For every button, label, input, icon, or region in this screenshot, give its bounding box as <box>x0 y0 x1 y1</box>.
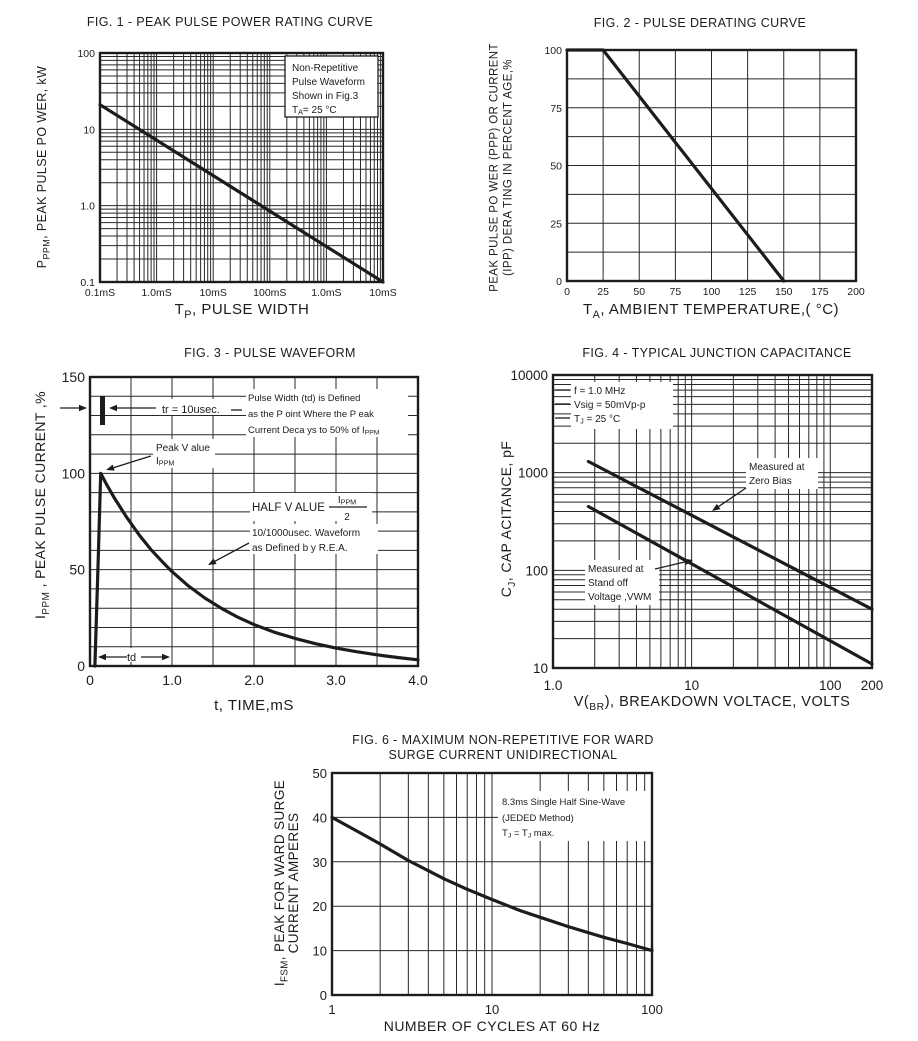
svg-text:0: 0 <box>86 672 94 688</box>
svg-text:100: 100 <box>819 678 842 693</box>
svg-text:1: 1 <box>328 1002 336 1017</box>
fig4-title: FIG. 4 - TYPICAL JUNCTION CAPACITANCE <box>582 346 852 360</box>
fig6-title-line1: FIG. 6 - MAXIMUM NON-REPETITIVE FOR WARD <box>352 733 654 747</box>
svg-text:Current Deca ys to 50% of IPP: Current Deca ys to 50% of IPPM <box>248 425 380 437</box>
svg-text:8.3ms Single Half Sine-Wave: 8.3ms Single Half Sine-Wave <box>502 797 626 808</box>
svg-text:Non-Repetitive: Non-Repetitive <box>292 63 359 74</box>
svg-text:Stand off: Stand off <box>588 578 628 589</box>
fig6-y-axis-label-line2: CURRENT AMPERES <box>286 812 301 954</box>
svg-text:4.0: 4.0 <box>408 672 428 688</box>
svg-text:125: 125 <box>738 286 757 298</box>
fig4-x-axis-label: $V(_{BR})$, BREAKDOWN VOLTACE, VOLTS <box>573 694 851 713</box>
svg-text:10: 10 <box>684 678 700 693</box>
svg-text:Voltage ,VWM: Voltage ,VWM <box>588 592 652 603</box>
fig3-pulse-waveform-chart <box>0 340 459 730</box>
svg-text:40: 40 <box>312 810 327 826</box>
svg-text:tr = 10usec.: tr = 10usec. <box>162 404 220 416</box>
svg-text:75: 75 <box>669 286 682 298</box>
svg-text:100: 100 <box>702 286 721 298</box>
svg-text:10: 10 <box>312 943 327 959</box>
svg-text:1.0: 1.0 <box>543 678 563 693</box>
svg-text:Pulse Waveform: Pulse Waveform <box>292 77 365 88</box>
svg-text:0.1mS: 0.1mS <box>84 287 116 299</box>
svg-text:1.0mS: 1.0mS <box>141 287 172 299</box>
svg-text:10/1000usec. Waveform: 10/1000usec. Waveform <box>252 528 361 539</box>
svg-text:Measured at: Measured at <box>588 564 644 575</box>
svg-text:TJ = TJ max.: TJ = TJ max. <box>502 828 555 840</box>
svg-text:2.0: 2.0 <box>244 672 264 688</box>
svg-text:TJ = 25 °C: TJ = 25 °C <box>574 414 621 426</box>
svg-text:0: 0 <box>564 286 570 298</box>
svg-text:10: 10 <box>532 661 548 676</box>
svg-text:50: 50 <box>69 561 85 578</box>
svg-text:2: 2 <box>344 512 350 523</box>
svg-text:0.1: 0.1 <box>80 277 95 289</box>
svg-text:Vsig = 50mVp-p: Vsig = 50mVp-p <box>574 400 646 411</box>
svg-text:0: 0 <box>556 276 562 288</box>
svg-text:175: 175 <box>811 286 829 298</box>
fig2-pulse-derating-chart <box>459 0 918 336</box>
svg-text:Peak V alue: Peak V alue <box>156 443 210 454</box>
fig1-x-axis-label: $T_P$, PULSE WIDTH <box>174 301 310 321</box>
svg-text:50: 50 <box>550 160 562 173</box>
svg-text:1.0mS: 1.0mS <box>311 287 342 299</box>
fig4-y-axis-label: $C_J$, CAP ACITANCE, pF <box>498 440 518 598</box>
svg-text:10mS: 10mS <box>199 287 227 299</box>
svg-text:IPPM: IPPM <box>337 495 357 507</box>
svg-text:100: 100 <box>77 48 95 60</box>
fig6-x-axis-label: NUMBER OF CYCLES AT 60 Hz <box>383 1018 601 1034</box>
fig4-junction-capacitance-chart <box>459 340 918 730</box>
svg-text:Zero Bias: Zero Bias <box>749 476 792 487</box>
svg-text:10000: 10000 <box>510 368 548 383</box>
svg-text:1.0: 1.0 <box>162 672 182 688</box>
svg-text:TA= 25 °C: TA= 25 °C <box>292 105 337 117</box>
svg-text:Measured at: Measured at <box>749 462 805 473</box>
svg-text:HALF V ALUE: HALF V ALUE <box>252 502 325 514</box>
svg-text:0: 0 <box>319 988 327 1003</box>
svg-text:as the P oint Where the P eak: as the P oint Where the P eak <box>248 409 374 420</box>
svg-text:IPPM: IPPM <box>156 456 175 468</box>
fig2-y-axis-label-line2: (IPP) DERA TING IN PERCENT AGE,% <box>502 59 514 276</box>
svg-text:Shown in Fig.3: Shown in Fig.3 <box>292 91 359 102</box>
fig3-y-axis-label: $I_{PPM}$ , PEAK PULSE CURRENT ,% <box>32 390 52 620</box>
fig2-y-axis-label <box>489 0 516 338</box>
svg-text:f = 1.0 MHz: f = 1.0 MHz <box>574 386 626 397</box>
svg-text:25: 25 <box>550 218 562 231</box>
svg-text:10: 10 <box>83 124 95 137</box>
svg-text:10mS: 10mS <box>369 287 397 299</box>
fig6-y-axis-label-line1: $I_{FSM}$, PEAK FOR WARD SURGE <box>272 779 291 987</box>
svg-text:100: 100 <box>525 563 548 579</box>
fig6-title-line2: SURGE CURRENT UNIDIRECTIONAL <box>388 748 618 762</box>
svg-text:150: 150 <box>61 369 85 385</box>
svg-text:100: 100 <box>544 45 562 57</box>
svg-text:Pulse Width (td) is Defined: Pulse Width (td) is Defined <box>248 393 361 404</box>
svg-text:(JEDED Method): (JEDED Method) <box>502 813 574 824</box>
svg-text:100mS: 100mS <box>253 287 287 299</box>
svg-text:100: 100 <box>61 465 85 482</box>
svg-text:td: td <box>127 652 137 664</box>
svg-text:20: 20 <box>312 899 327 915</box>
svg-text:0: 0 <box>77 658 85 674</box>
svg-text:100: 100 <box>641 1002 663 1017</box>
fig6-y-axis-label <box>273 733 301 1033</box>
svg-text:50: 50 <box>312 766 327 781</box>
fig1-y-axis-label: $P_{PPM}$, PEAK PULSE PO WER, kW <box>35 65 52 269</box>
svg-text:as Defined b y R.E.A.: as Defined b y R.E.A. <box>252 543 348 554</box>
svg-text:30: 30 <box>312 854 327 870</box>
fig2-x-axis-label: $T_A$, AMBIENT TEMPERATURE,( °C) <box>582 301 840 321</box>
svg-text:3.0: 3.0 <box>326 672 346 688</box>
fig2-y-axis-label-line1: PEAK PULSE PO WER (PPP) OR CURRENT <box>488 43 501 292</box>
svg-text:10: 10 <box>484 1002 500 1017</box>
fig1-peak-pulse-power-chart <box>0 0 459 336</box>
svg-text:75: 75 <box>550 102 562 115</box>
fig1-title: FIG. 1 - PEAK PULSE POWER RATING CURVE <box>86 15 374 29</box>
svg-text:200: 200 <box>847 286 865 298</box>
fig2-title: FIG. 2 - PULSE DERATING CURVE <box>593 16 807 30</box>
svg-text:200: 200 <box>860 678 884 693</box>
fig3-title: FIG. 3 - PULSE WAVEFORM <box>184 346 356 360</box>
svg-text:1000: 1000 <box>517 465 548 481</box>
svg-text:50: 50 <box>633 286 646 298</box>
svg-text:1.0: 1.0 <box>80 200 95 213</box>
svg-text:150: 150 <box>774 286 793 298</box>
svg-text:25: 25 <box>597 286 609 298</box>
fig3-x-axis-label: t, TIME,mS <box>214 697 294 714</box>
